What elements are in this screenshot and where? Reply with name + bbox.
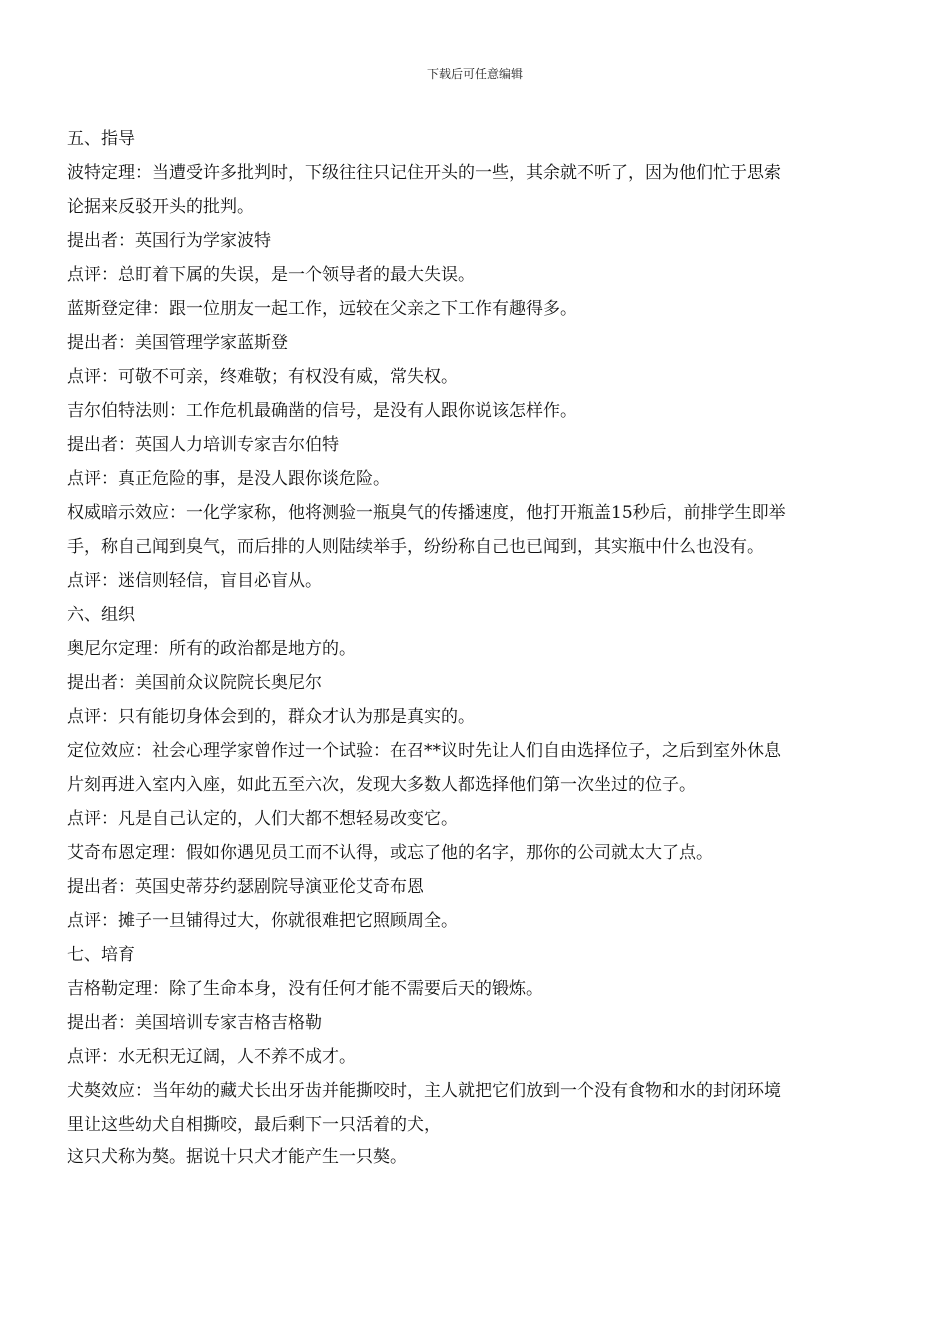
text-line: 提出者：英国人力培训专家吉尔伯特 (67, 435, 339, 455)
text-line: 点评：凡是自己认定的，人们大都不想轻易改变它。 (67, 809, 458, 829)
text-line: 手，称自己闻到臭气，而后排的人则陆续举手，纷纷称自己也已闻到，其实瓶中什么也没有。 (67, 537, 764, 557)
text-line: 这只犬称为獒。据说十只犬才能产生一只獒。 (67, 1147, 407, 1167)
document-body (67, 122, 882, 1172)
text-line: 里让这些幼犬自相撕咬，最后剩下一只活着的犬， (67, 1115, 441, 1135)
section-heading-guidance: 五、指导 (67, 129, 135, 149)
text-line: 提出者：美国前众议院院长奥尼尔 (67, 673, 322, 693)
page-header-note: 下载后可任意编辑 (426, 67, 523, 81)
text-line: 艾奇布恩定理：假如你遇见员工而不认得，或忘了他的名字，那你的公司就太大了点。 (67, 843, 713, 863)
text-line: 片刻再进入室内入座，如此五至六次，发现大多数人都选择他们第一次坐过的位子。 (67, 775, 696, 795)
text-line: 权威暗示效应：一化学家称，他将测验一瓶臭气的传播速度，他打开瓶盖15秒后，前排学生即举 (67, 503, 786, 523)
text-line: 点评：总盯着下属的失误，是一个领导者的最大失误。 (67, 265, 475, 285)
text-line: 吉格勒定理：除了生命本身，没有任何才能不需要后天的锻炼。 (67, 979, 543, 999)
text-line: 提出者：美国培训专家吉格吉格勒 (67, 1013, 322, 1033)
text-line: 点评：摊子一旦铺得过大，你就很难把它照顾周全。 (67, 911, 458, 931)
text-line: 定位效应：社会心理学家曾作过一个试验：在召**议时先让人们自由选择位子，之后到室外休息 (67, 741, 781, 761)
text-line: 提出者：美国管理学家蓝斯登 (67, 333, 288, 353)
text-line: 点评：迷信则轻信，盲目必盲从。 (67, 571, 322, 591)
text-line: 犬獒效应：当年幼的藏犬长出牙齿并能撕咬时，主人就把它们放到一个没有食物和水的封闭环境 (67, 1081, 781, 1101)
text-line: 提出者：英国行为学家波特 (67, 231, 271, 251)
text-line: 点评：水无积无辽阔，人不养不成才。 (67, 1047, 356, 1067)
text-line: 点评：可敬不可亲，终难敬；有权没有威，常失权。 (67, 367, 458, 387)
text-line: 点评：只有能切身体会到的，群众才认为那是真实的。 (67, 707, 475, 727)
text-line: 点评：真正危险的事，是没人跟你谈危险。 (67, 469, 390, 489)
section-heading-cultivation: 七、培育 (67, 945, 135, 965)
text-line: 提出者：英国史蒂芬约瑟剧院导演亚伦艾奇布恩 (67, 877, 424, 897)
text-line: 奥尼尔定理：所有的政治都是地方的。 (67, 639, 356, 659)
text-line: 蓝斯登定律：跟一位朋友一起工作，远较在父亲之下工作有趣得多。 (67, 299, 577, 319)
section-heading-organization: 六、组织 (67, 605, 135, 625)
text-line: 论据来反驳开头的批判。 (67, 197, 254, 217)
text-line: 波特定理：当遭受许多批判时，下级往往只记住开头的一些，其余就不听了，因为他们忙于思索 (67, 163, 781, 183)
text-line: 吉尔伯特法则：工作危机最确凿的信号，是没有人跟你说该怎样作。 (67, 401, 577, 421)
